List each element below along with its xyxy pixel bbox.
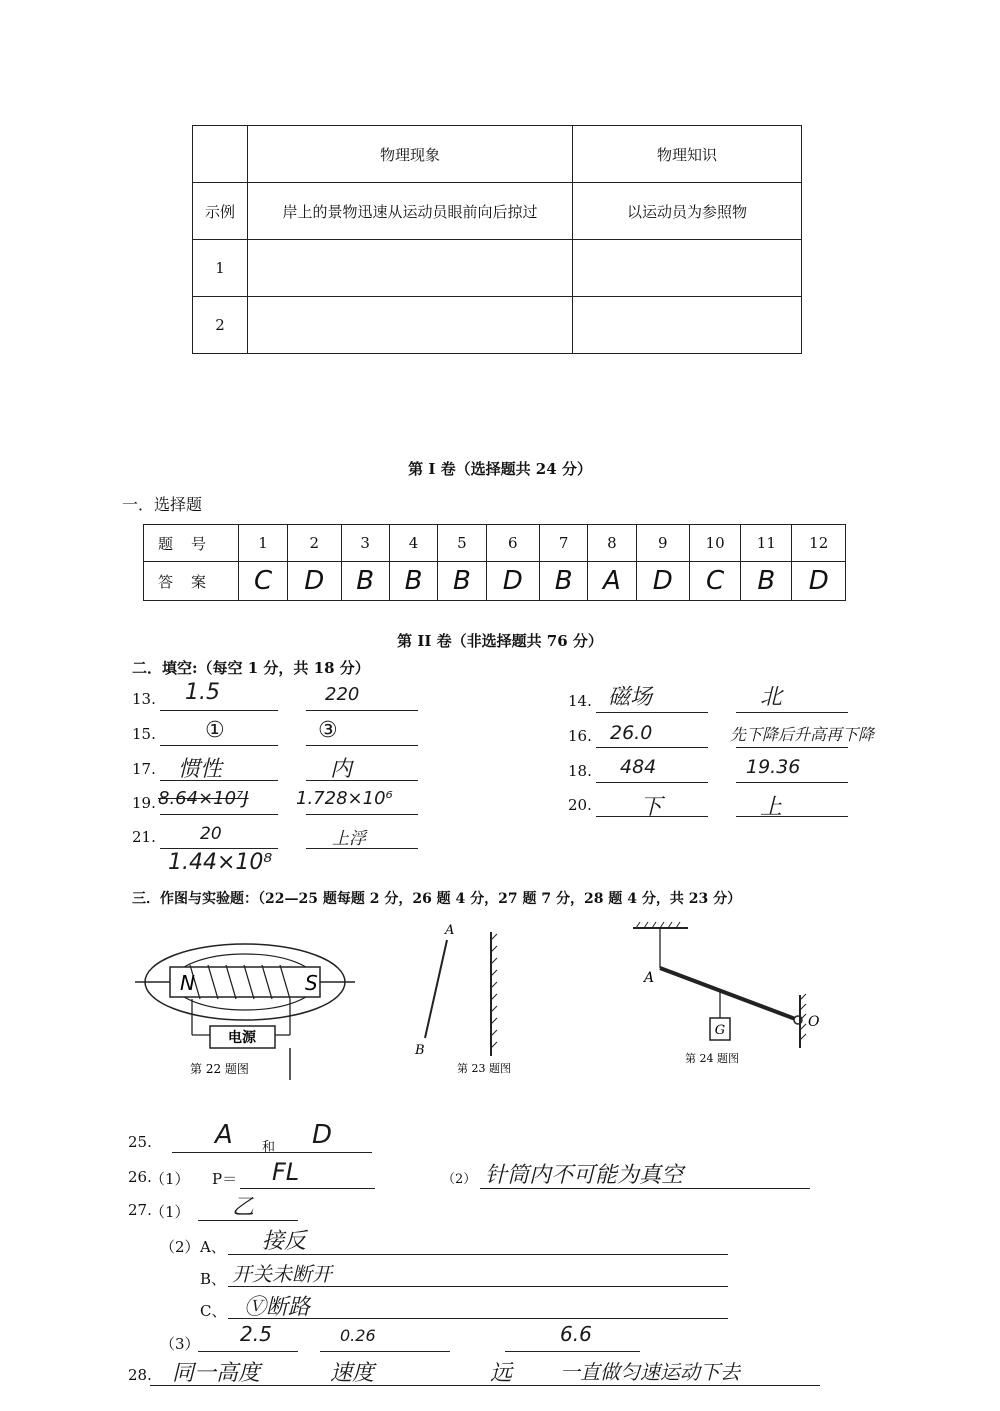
table-header-knowledge: 物理知识 (573, 126, 802, 183)
answer-cell[interactable]: B (389, 562, 437, 601)
q27-answer-b[interactable]: 开关未断开 (232, 1262, 332, 1286)
answer-line (736, 747, 848, 748)
question-number-cell: 10 (689, 525, 740, 562)
answer-line (306, 780, 418, 781)
q26-answer-2[interactable]: 针筒内不可能为真空 (485, 1163, 684, 1188)
q21-answer-b[interactable]: 上浮 (332, 829, 366, 849)
q14-answer-b[interactable]: 北 (760, 685, 783, 710)
question-number-cell: 2 (288, 525, 341, 562)
table-cell: 以运动员为参照物 (573, 183, 802, 240)
q28-answer-1[interactable]: 同一高度 (172, 1361, 261, 1386)
figure-23-a-label: A (445, 923, 455, 938)
answer-line (240, 1188, 375, 1189)
figure-23-caption: 第 23 题图 (457, 1062, 511, 1075)
question-number-cell: 1 (239, 525, 288, 562)
q26-part2-label: （2） (442, 1172, 477, 1187)
answer-cell[interactable]: B (741, 562, 792, 601)
q13-answer-b[interactable]: 220 (325, 684, 360, 705)
table-cell: 2 (193, 297, 248, 354)
question-number-cell: 5 (438, 525, 486, 562)
answer-cell[interactable]: C (239, 562, 288, 601)
q28-answer-2[interactable]: 速度 (330, 1361, 375, 1386)
answer-line (306, 814, 418, 815)
answer-cell[interactable]: D (792, 562, 846, 601)
question-number-cell: 12 (792, 525, 846, 562)
q21-answer-a[interactable]: 20 (200, 824, 222, 844)
answer-cell[interactable]: D (486, 562, 539, 601)
figure-24-a-label: A (644, 970, 655, 986)
answer-line (160, 814, 278, 815)
q27-part1-label: （1） (150, 1203, 190, 1221)
answer-cell[interactable]: B (539, 562, 587, 601)
table-cell: 示例 (193, 183, 248, 240)
question-number-cell: 3 (341, 525, 389, 562)
figure-23-b-label: B (415, 1043, 425, 1058)
question-number-cell: 9 (636, 525, 689, 562)
q25-answer-b[interactable]: D (312, 1120, 333, 1150)
q26-p-label: P＝ (212, 1170, 238, 1188)
q27-answer-1[interactable]: 乙 (232, 1195, 255, 1220)
q28-answer-3[interactable]: 远 (490, 1361, 513, 1386)
table-cell: 1 (193, 240, 248, 297)
q27-answer-v1[interactable]: 2.5 (240, 1322, 272, 1346)
question-number-cell: 7 (539, 525, 587, 562)
figure-22-s-label: S (305, 971, 318, 995)
answer-line (198, 1351, 298, 1352)
q17-answer-a[interactable]: 惯性 (178, 757, 223, 782)
table-cell: 岸上的景物迅速从运动员眼前向后掠过 (248, 183, 573, 240)
q28-answer-4[interactable]: 一直做匀速运动下去 (560, 1360, 740, 1384)
q13-answer-a[interactable]: 1.5 (185, 680, 220, 705)
answer-line (306, 745, 418, 746)
q26-number: 26. (128, 1168, 152, 1186)
q16-number: 16. (568, 727, 592, 745)
table-cell[interactable] (573, 297, 802, 354)
part2-title: 第 II 卷（非选择题共 76 分） (397, 632, 603, 650)
q19-number: 19. (132, 794, 156, 812)
answer-cell[interactable]: A (588, 562, 636, 601)
figure-24-caption: 第 24 题图 (685, 1052, 739, 1065)
figure-23-mirror (405, 920, 545, 1080)
experiment-section-title: 三．作图与实验题：（22—25 题每题 2 分，26 题 4 分，27 题 7 分，28 题 4 分，共 23 分） (132, 891, 742, 907)
q26-answer-1[interactable]: FL (272, 1158, 300, 1186)
answer-line (160, 848, 278, 849)
figure-24-g-label: G (714, 1023, 726, 1038)
answer-line (596, 782, 708, 783)
table-cell[interactable] (248, 240, 573, 297)
figure-22-n-label: N (180, 971, 195, 995)
q27-c-label: C、 (200, 1302, 227, 1320)
q18-answer-b[interactable]: 19.36 (746, 756, 801, 778)
q19-answer-b[interactable]: 1.728×10⁶ (296, 788, 393, 809)
table-cell[interactable] (573, 240, 802, 297)
q27-answer-v2[interactable]: 0.26 (340, 1326, 376, 1345)
answer-line (306, 710, 418, 711)
answer-line (736, 816, 848, 817)
q16-answer-a[interactable]: 26.0 (610, 722, 653, 744)
figure-22-power-label: 电源 (228, 1030, 256, 1046)
answer-line (160, 745, 278, 746)
question-number-cell: 4 (389, 525, 437, 562)
figure-24-o-label: O (808, 1014, 820, 1030)
q27-answer-a[interactable]: 接反 (262, 1229, 307, 1254)
phenomenon-table (192, 125, 802, 354)
table-header-phenomenon: 物理现象 (248, 126, 573, 183)
answer-cell[interactable]: C (689, 562, 740, 601)
q27-answer-c[interactable]: Ⓥ断路 (244, 1295, 311, 1320)
figure-24-lever (630, 920, 830, 1070)
answer-line (596, 747, 708, 748)
figure-22-caption: 第 22 题图 (190, 1062, 249, 1076)
q15-answer-b[interactable]: ③ (318, 718, 338, 743)
q16-answer-b[interactable]: 先下降后升高再下降 (730, 725, 875, 744)
answer-grid (143, 524, 846, 601)
q28-number: 28. (128, 1366, 152, 1384)
q17-answer-b[interactable]: 内 (330, 757, 353, 782)
q14-answer-a[interactable]: 磁场 (608, 685, 653, 710)
answer-cell[interactable]: B (341, 562, 389, 601)
q17-number: 17. (132, 760, 156, 778)
q26-part1-label: （1） (150, 1170, 190, 1188)
q20-answer-a[interactable]: 下 (640, 795, 663, 820)
q18-number: 18. (568, 762, 592, 780)
q15-number: 15. (132, 725, 156, 743)
row-header-answer: 答案 (144, 562, 239, 601)
answer-line (736, 782, 848, 783)
question-number-cell: 11 (741, 525, 792, 562)
q27-a-label: A、 (200, 1238, 226, 1256)
answer-line (596, 712, 708, 713)
question-number-cell: 6 (486, 525, 539, 562)
q25-answer-a[interactable]: A (215, 1120, 233, 1150)
figure-22-solenoid (130, 930, 360, 1085)
table-cell[interactable] (248, 297, 573, 354)
q15-answer-a[interactable]: ① (205, 718, 225, 743)
fill-section-title: 二．填空:（每空 1 分，共 18 分） (132, 659, 370, 677)
q27-number: 27. (128, 1201, 152, 1219)
answer-line (505, 1351, 640, 1352)
q25-and-label: 和 (262, 1140, 276, 1155)
q18-answer-a[interactable]: 484 (620, 756, 657, 778)
q20-answer-b[interactable]: 上 (760, 795, 783, 820)
q21-number: 21. (132, 828, 156, 846)
q25-number: 25. (128, 1133, 152, 1151)
question-number-cell: 8 (588, 525, 636, 562)
answer-cell[interactable]: B (438, 562, 486, 601)
part1-title: 第 I 卷（选择题共 24 分） (408, 460, 592, 478)
q27-part2-label: （2） (160, 1238, 200, 1256)
answer-line (320, 1351, 450, 1352)
q27-answer-v3[interactable]: 6.6 (560, 1322, 592, 1346)
q27-part3-label: （3） (160, 1335, 200, 1353)
answer-cell[interactable]: D (288, 562, 341, 601)
answer-line (160, 710, 278, 711)
table-header-blank (193, 126, 248, 183)
q21-answer-c[interactable]: 1.44×10⁸ (168, 850, 273, 875)
q19-answer-a[interactable]: 8.64×10⁷J (158, 788, 249, 809)
answer-line (736, 712, 848, 713)
q20-number: 20. (568, 796, 592, 814)
q27-b-label: B、 (200, 1270, 227, 1288)
row-header-number: 题号 (144, 525, 239, 562)
q13-number: 13. (132, 690, 156, 708)
q14-number: 14. (568, 692, 592, 710)
answer-cell[interactable]: D (636, 562, 689, 601)
section-choice-title: 一．选择题 (122, 495, 203, 514)
